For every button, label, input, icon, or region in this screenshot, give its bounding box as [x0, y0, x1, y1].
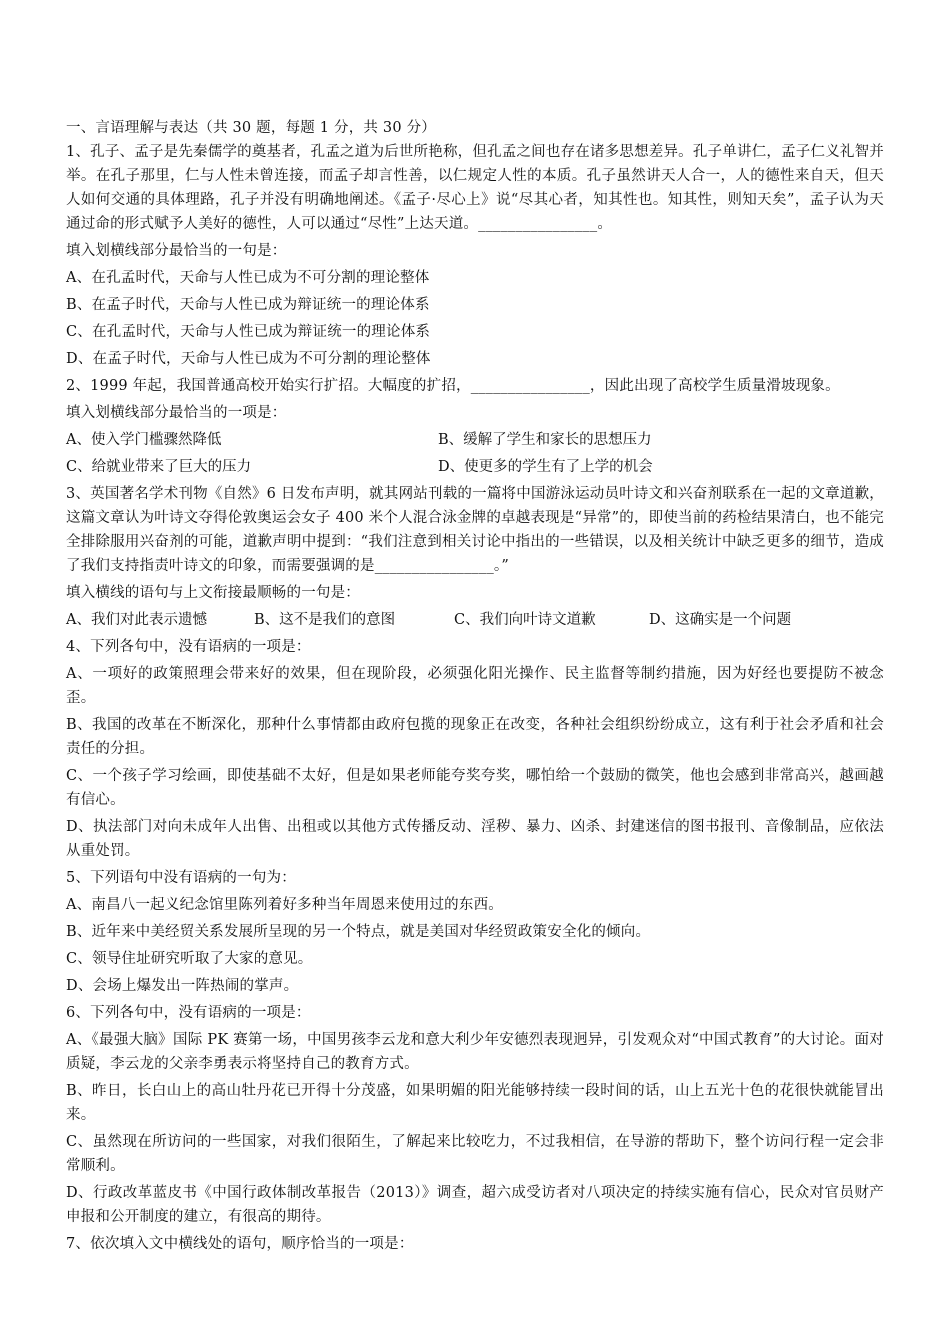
question-5-option-a: A、南昌八一起义纪念馆里陈列着好多种当年周恩来使用过的东西。	[66, 897, 503, 913]
question-5-option-b: B、近年来中美经贸关系发展所呈现的另一个特点，就是美国对华经贸政策安全化的倾向。	[66, 924, 651, 940]
question-5-option-c: C、领导住址研究听取了大家的意见。	[66, 951, 313, 967]
question-3-option-c: C、我们向叶诗文道歉	[454, 612, 596, 628]
question-4-option-a: A、一项好的政策照理会带来好的效果，但在现阶段，必须强化阳光操作、民主监督等制约措施，因为好经也要提防不被念歪。	[66, 666, 884, 706]
question-7-stem: 7、依次填入文中横线处的语句，顺序恰当的一项是：	[66, 1236, 414, 1252]
question-6-option-d: D、行政改革蓝皮书《中国行政体制改革报告（2013）》调查，超六成受访者对八项决定的持续实施有信心，民众对官员财产申报和公开制度的建立，有很高的期待。	[66, 1185, 884, 1225]
exam-page	[66, 116, 884, 1256]
question-2-option-d: D、使更多的学生有了上学的机会	[438, 459, 653, 475]
question-1-option-d: D、在孟子时代，天命与人性已成为不可分割的理论整体	[66, 351, 431, 367]
question-4-option-d: D、执法部门对向未成年人出售、出租或以其他方式传播反动、淫秽、暴力、凶杀、封建迷信的图书报刊、音像制品，应依法从重处罚。	[66, 819, 884, 859]
question-1-option-b: B、在孟子时代，天命与人性已成为辩证统一的理论体系	[66, 297, 430, 313]
question-3-stem: 3、英国著名学术刊物《自然》6 日发布声明，就其网站刊载的一篇将中国游泳运动员叶诗文和兴奋剂联系在一起的文章道歉，这篇文章认为叶诗文夺得伦敦奥运会女子 400 米个人混合泳金牌的卓越表现是“异常”的，即使当前的药检结果清白，也不能完全排除服用兴奋剂的可能，道歉声明中提到：“我们注意到相关讨论中指出的一些错误，以及相关统计中缺乏更多的细节，造成了我们支持指责叶诗文的印象，而需要强调的是________________。”	[66, 486, 884, 574]
question-2-prompt: 填入划横线部分最恰当的一项是：	[66, 405, 287, 421]
question-1-option-c: C、在孔孟时代，天命与人性已成为辩证统一的理论体系	[66, 324, 431, 340]
question-2-options-row-2	[66, 455, 884, 479]
question-6-option-a: A、《最强大脑》国际 PK 赛第一场，中国男孩李云龙和意大利少年安德烈表现迥异，引发观众对“中国式教育”的大讨论。面对质疑，李云龙的父亲李勇表示将坚持自己的教育方式。	[66, 1032, 884, 1072]
question-5-stem: 5、下列语句中没有语病的一句为：	[66, 870, 296, 886]
question-4-stem: 4、下列各句中，没有语病的一项是：	[66, 639, 311, 655]
question-5-option-d: D、会场上爆发出一阵热闹的掌声。	[66, 978, 299, 994]
question-2-options-row-1	[66, 428, 884, 452]
question-3-option-d: D、这确实是一个问题	[649, 612, 792, 628]
question-2-option-a: A、使入学门槛骤然降低	[66, 432, 222, 448]
question-3-options-row	[66, 608, 884, 632]
question-2-stem: 2、1999 年起，我国普通高校开始实行扩招。大幅度的扩招，________________，因此出现了高校学生质量滑坡现象。	[66, 378, 840, 394]
question-4-option-c: C、一个孩子学习绘画，即使基础不太好，但是如果老师能夸奖夸奖，哪怕给一个鼓励的微笑，他也会感到非常高兴，越画越有信心。	[66, 768, 884, 808]
question-6-option-b: B、昨日，长白山上的高山牡丹花已开得十分茂盛，如果明媚的阳光能够持续一段时间的话，山上五光十色的花很快就能冒出来。	[66, 1083, 884, 1123]
question-6-stem: 6、下列各句中，没有语病的一项是：	[66, 1005, 311, 1021]
question-3-option-b: B、这不是我们的意图	[254, 612, 396, 628]
question-1-option-a: A、在孔孟时代，天命与人性已成为不可分割的理论整体	[66, 270, 430, 286]
section-title: 一、言语理解与表达（共 30 题，每题 1 分，共 30 分）	[66, 120, 436, 136]
question-2-option-c: C、给就业带来了巨大的压力	[66, 459, 252, 475]
question-3-option-a: A、我们对此表示遗憾	[66, 612, 207, 628]
question-2-option-b: B、缓解了学生和家长的思想压力	[438, 432, 652, 448]
question-3-prompt: 填入横线的语句与上文衔接最顺畅的一句是：	[66, 585, 360, 601]
question-6-option-c: C、虽然现在所访问的一些国家，对我们很陌生，了解起来比较吃力，不过我相信，在导游的帮助下，整个访问行程一定会非常顺利。	[66, 1134, 884, 1174]
question-4-option-b: B、我国的改革在不断深化，那种什么事情都由政府包揽的现象正在改变，各种社会组织纷纷成立，这有利于社会矛盾和社会责任的分担。	[66, 717, 884, 757]
question-1-stem: 1、孔子、孟子是先秦儒学的奠基者，孔孟之道为后世所艳称，但孔孟之间也存在诸多思想差异。孔子单讲仁，孟子仁义礼智并举。在孔子那里，仁与人性未曾连接，而孟子却言性善，以仁规定人性的本质。孔子虽然讲天人合一，人的德性来自天，但天人如何交通的具体理路，孔子并没有明确地阐述。《孟子·尽心上》说“尽其心者，知其性也。知其性，则知天矣”，孟子认为天通过命的形式赋予人美好的德性，人可以通过“尽性”上达天道。________________。	[66, 144, 884, 232]
question-1-prompt: 填入划横线部分最恰当的一句是：	[66, 243, 287, 259]
